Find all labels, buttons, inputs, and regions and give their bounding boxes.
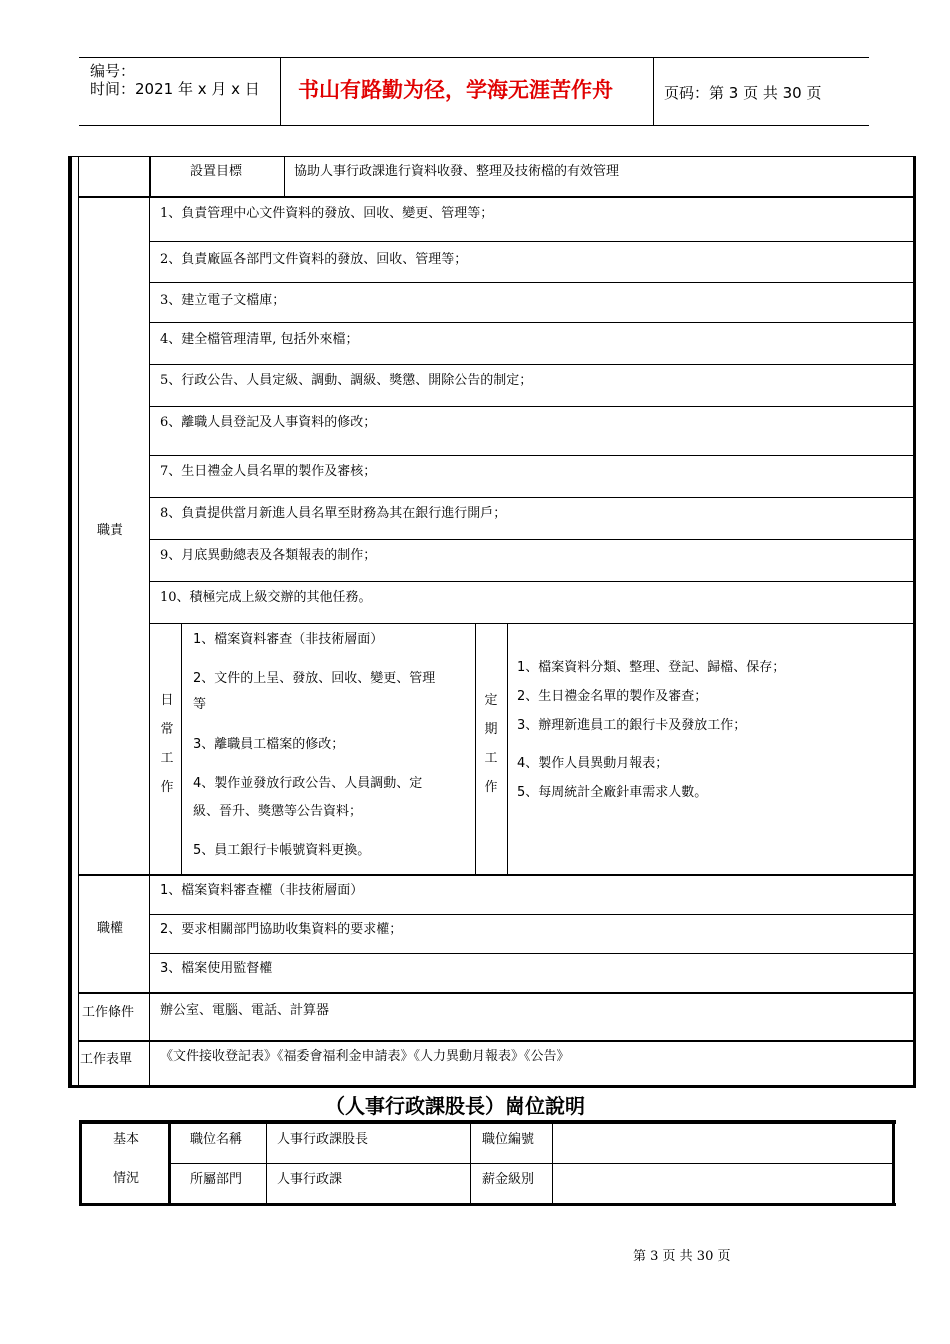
authority-item: 3、檔案使用監督權 bbox=[160, 961, 273, 976]
section-title: （人事行政課股長）崗位說明 bbox=[325, 1094, 585, 1118]
daily-label-char: 常 bbox=[160, 722, 174, 737]
header-page-label: 页码：第 3 页 共 30 页 bbox=[664, 84, 822, 102]
periodic-item: 1、檔案資料分類、整理、登記、歸檔、保存； bbox=[517, 660, 786, 675]
basic-label-1: 基本 bbox=[113, 1132, 140, 1147]
daily-item: 5、員工銀行卡帳號資料更換。 bbox=[193, 843, 371, 858]
duty-rule-4 bbox=[149, 364, 915, 365]
basic-top-border bbox=[79, 1120, 896, 1124]
header-time-label: 时间：2021 年 x 月 x 日 bbox=[90, 80, 260, 98]
label-col-right bbox=[149, 156, 150, 1086]
periodic-label-char: 定 bbox=[484, 693, 498, 708]
duty-rule-7 bbox=[149, 497, 915, 498]
basic-right-border bbox=[892, 1120, 895, 1206]
header-top-rule bbox=[79, 57, 869, 58]
duties-label: 職責 bbox=[97, 523, 124, 538]
basic-row-rule bbox=[171, 1163, 892, 1164]
duty-rule-10 bbox=[149, 623, 915, 624]
basic-col-4 bbox=[552, 1124, 553, 1204]
daily-periodic-divider bbox=[475, 623, 476, 874]
forms-top-rule bbox=[78, 1040, 915, 1042]
header-bottom-rule bbox=[79, 125, 869, 126]
label-col-left bbox=[78, 156, 79, 1086]
duty-item: 4、建全檔管理清單, 包括外來檔； bbox=[160, 332, 359, 347]
daily-item: 級、晉升、獎懲等公告資料； bbox=[193, 804, 363, 819]
daily-label-char: 日 bbox=[160, 693, 174, 708]
position-name-label: 職位名稱 bbox=[190, 1132, 243, 1147]
goal-row-bottom bbox=[78, 196, 915, 198]
daily-item: 2、文件的上呈、發放、回收、變更、管理 bbox=[193, 671, 436, 686]
conditions-value: 辦公室、電腦、電話、計算器 bbox=[160, 1003, 330, 1018]
daily-label bbox=[157, 686, 177, 802]
periodic-item: 4、製作人員異動月報表； bbox=[517, 756, 669, 771]
basic-label-2: 情況 bbox=[113, 1171, 140, 1186]
forms-value: 《文件接收登記表》《福委會福利金申請表》《人力異動月報表》《公告》 bbox=[160, 1049, 570, 1064]
dept-label: 所屬部門 bbox=[190, 1172, 243, 1187]
goal-value: 協助人事行政課進行資料收發、整理及技術檔的有效管理 bbox=[294, 164, 620, 179]
duty-item: 5、行政公告、人員定級、調動、調級、獎懲、開除公告的制定； bbox=[160, 373, 533, 388]
daily-item: 3、離職員工檔案的修改； bbox=[193, 737, 345, 752]
duty-item: 2、負責廠區各部門文件資料的發放、回收、管理等； bbox=[160, 252, 468, 267]
duty-item: 10、積極完成上級交辦的其他任務。 bbox=[160, 590, 372, 605]
table-left-border bbox=[68, 156, 72, 1088]
periodic-label-char: 工 bbox=[484, 751, 498, 766]
duty-item: 3、建立電子文檔庫； bbox=[160, 293, 286, 308]
duty-item: 9、月底異動總表及各類報表的制作； bbox=[160, 548, 377, 563]
daily-item: 4、製作並發放行政公告、人員調動、定 bbox=[193, 776, 423, 791]
conditions-top-rule bbox=[78, 992, 915, 994]
header-divider-1 bbox=[280, 57, 281, 126]
authority-item: 1、檔案資料審查權（非技術層面） bbox=[160, 883, 364, 898]
authority-rule-1 bbox=[149, 914, 915, 915]
daily-label-char: 工 bbox=[160, 751, 174, 766]
duty-item: 7、生日禮金人員名單的製作及審核； bbox=[160, 464, 377, 479]
table-bottom-border bbox=[68, 1085, 916, 1088]
duty-rule-8 bbox=[149, 539, 915, 540]
authority-label: 職權 bbox=[97, 921, 124, 936]
duty-rule-1 bbox=[149, 241, 915, 242]
salary-label: 薪金級別 bbox=[482, 1172, 535, 1187]
daily-item: 等 bbox=[193, 697, 207, 712]
authority-rule-2 bbox=[149, 953, 915, 954]
authority-item: 2、要求相關部門協助收集資料的要求權； bbox=[160, 922, 403, 937]
basic-col-3 bbox=[470, 1124, 471, 1204]
duty-rule-2 bbox=[149, 282, 915, 283]
table-right-border bbox=[913, 156, 916, 1088]
header-motto: 书山有路勤为径，学海无涯苦作舟 bbox=[298, 78, 613, 102]
position-name-value: 人事行政課股長 bbox=[277, 1132, 369, 1147]
periodic-label-divider bbox=[507, 623, 508, 874]
duty-item: 6、離職人員登記及人事資料的修改； bbox=[160, 415, 377, 430]
periodic-label-char: 期 bbox=[484, 722, 498, 737]
basic-col-2 bbox=[266, 1124, 267, 1204]
conditions-label: 工作條件 bbox=[82, 1005, 135, 1020]
duty-item: 1、負責管理中心文件資料的發放、回收、變更、管理等； bbox=[160, 206, 494, 221]
header-divider-2 bbox=[653, 57, 654, 126]
footer-page-number: 第 3 页 共 30 页 bbox=[633, 1249, 731, 1264]
duty-rule-9 bbox=[149, 581, 915, 582]
basic-left-border bbox=[79, 1120, 82, 1206]
dept-value: 人事行政課 bbox=[277, 1172, 343, 1187]
forms-label: 工作表單 bbox=[80, 1052, 133, 1067]
periodic-label bbox=[481, 686, 501, 802]
goal-label: 設置目標 bbox=[190, 164, 243, 179]
duty-rule-3 bbox=[149, 322, 915, 323]
goal-left-thick bbox=[149, 156, 151, 196]
daily-label-char: 作 bbox=[160, 780, 174, 795]
basic-bottom-border bbox=[79, 1203, 896, 1206]
authority-top-rule bbox=[78, 874, 915, 876]
duty-rule-6 bbox=[149, 455, 915, 456]
duty-item: 8、負責提供當月新進人員名單至財務為其在銀行進行開戶； bbox=[160, 506, 507, 521]
position-no-label: 職位編號 bbox=[482, 1132, 535, 1147]
table-top-border bbox=[72, 156, 915, 157]
duty-rule-5 bbox=[149, 406, 915, 407]
periodic-label-char: 作 bbox=[484, 780, 498, 795]
periodic-item: 2、生日禮金名單的製作及審查； bbox=[517, 689, 708, 704]
header-code-label: 编号： bbox=[90, 62, 136, 80]
daily-label-divider bbox=[181, 623, 182, 874]
goal-divider bbox=[284, 156, 285, 196]
periodic-item: 5、每周統計全廠針車需求人數。 bbox=[517, 785, 708, 800]
periodic-item: 3、辦理新進員工的銀行卡及發放工作； bbox=[517, 718, 747, 733]
daily-item: 1、檔案資料審查（非技術層面） bbox=[193, 632, 384, 647]
